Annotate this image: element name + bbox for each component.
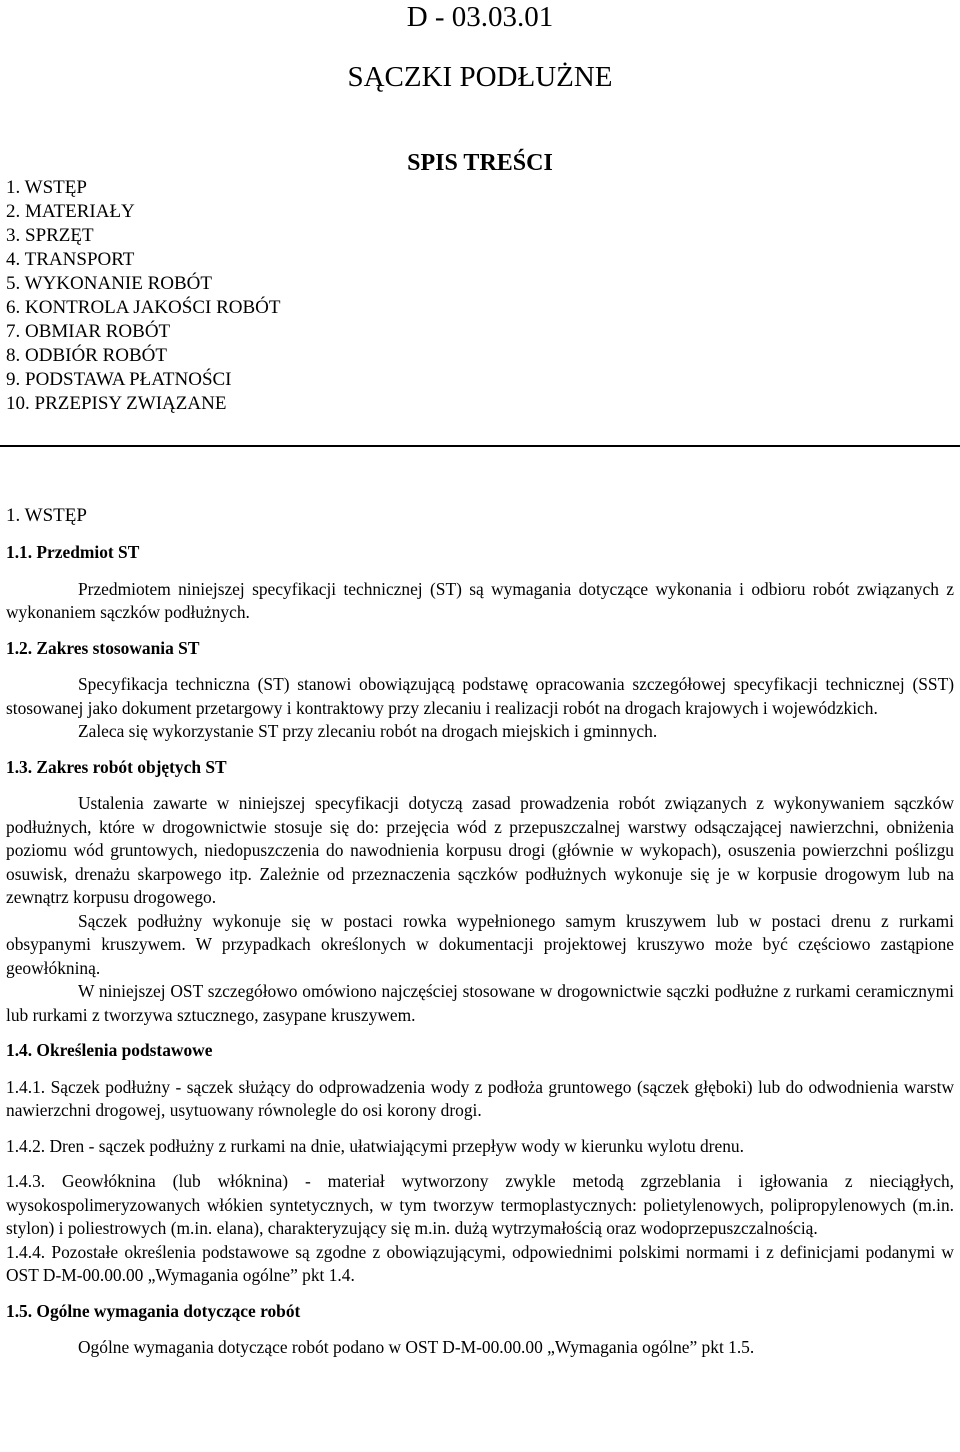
section-1-3-paragraph-2: Sączek podłużny wykonuje się w postaci rowka wypełnionego samym kruszywem lub w postaci drenu z rurkami obsypanymi kruszywem. W przypadkach określonych w dokumentacji projektowej kruszywo może być częściowo zastąpione geowłókniną. [6,910,954,978]
table-of-contents [6,176,280,416]
section-1-2-heading: 1.2. Zakres stosowania ST [6,637,200,658]
section-1-1-paragraph: Przedmiotem niniejszej specyfikacji technicznej (ST) są wymagania dotyczące wykonania i odbioru robót związanych z wykonaniem sączków podłużnych. [6,578,954,622]
toc-item-7[interactable]: 7. OBMIAR ROBÓT [6,321,171,342]
document-title: SĄCZKI PODŁUŻNE [347,61,613,93]
definition-number: 1.4.4. [6,1241,46,1262]
definition-text: Geowłóknina (lub włóknina) - materiał wytworzony zwykle metodą zgrzeblania i igłowania z nieciągłych, wysokospolimeryzowanych włókien syntetycznych, w tym tworzyw termoplastycznych: polietylenowych, polipropylenowych (m.in. stylon) i poliestrowych (m.in. elana), charakteryzujący się m.in. dużą wytrzymałością oraz wodoprzepuszczalnością. [6,1171,954,1238]
section-1-3-paragraph-3: W niniejszej OST szczegółowo omówiono najczęściej stosowane w drogownictwie sączki podłużne z rurkami ceramicznymi lub rurkami z tworzywa sztucznego, zasypane kruszywem. [6,981,954,1025]
document-code: D - 03.03.01 [406,1,554,33]
horizontal-divider [0,445,960,447]
section-1-2-paragraph-1: Specyfikacja techniczna (ST) stanowi obowiązującą podstawę opracowania szczegółowej specyfikacji technicznej (SST) stosowanej jako dokument przetargowy i kontraktowy przy zlecaniu i realizacji robót na drogach krajowych i wojewódzkich. [6,674,954,718]
definition-1-4-1 [6,1076,954,1123]
definition-1-4-2 [6,1135,954,1159]
definition-text: Dren - sączek podłużny z rurkami na dnie, ułatwiającymi przepływ wody w kierunku wylotu drenu. [45,1135,744,1156]
section-1-4-heading: 1.4. Określenia podstawowe [6,1040,213,1060]
toc-item-4[interactable]: 4. TRANSPORT [6,249,135,270]
toc-heading: SPIS TREŚCI [407,150,553,176]
definition-1-4-3 [6,1170,954,1241]
section-1-2-paragraph-2: Zaleca się wykorzystanie ST przy zlecaniu robót na drogach miejskich i gminnych. [78,721,658,741]
section-1-1-heading: 1.1. Przedmiot ST [6,542,140,562]
toc-item-8[interactable]: 8. ODBIÓR ROBÓT [6,345,167,366]
section-1-heading: 1. WSTĘP [6,505,87,526]
toc-item-10[interactable]: 10. PRZEPISY ZWIĄZANE [6,393,227,414]
section-1-3-heading: 1.3. Zakres robót objętych ST [6,756,227,777]
toc-item-1[interactable]: 1. WSTĘP [6,177,87,198]
definition-number: 1.4.1. [6,1076,46,1097]
toc-item-6[interactable]: 6. KONTROLA JAKOŚCI ROBÓT [6,297,281,318]
definition-text: Pozostałe określenia podstawowe są zgodne z obowiązującymi, odpowiednimi polskimi normami i z definicjami podanymi w OST D-M-00.00.00 „Wymagania ogólne” pkt 1.4. [6,1241,954,1285]
definition-1-4-4 [6,1241,954,1288]
toc-item-5[interactable]: 5. WYKONANIE ROBÓT [6,273,212,294]
toc-item-3[interactable]: 3. SPRZĘT [6,225,94,246]
section-1-5-heading: 1.5. Ogólne wymagania dotyczące robót [6,1300,301,1321]
definition-number: 1.4.3. [6,1171,46,1191]
document-body [6,503,954,1360]
toc-item-9[interactable]: 9. PODSTAWA PŁATNOŚCI [6,369,232,390]
section-1-5-paragraph: Ogólne wymagania dotyczące robót podano w OST D-M-00.00.00 „Wymagania ogólne” pkt 1.5. [78,1337,755,1357]
toc-item-2[interactable]: 2. MATERIAŁY [6,201,135,222]
definition-number: 1.4.2. [6,1135,46,1156]
definition-text: Sączek podłużny - sączek służący do odprowadzenia wody z podłoża gruntowego (sączek głęboki) lub do odwodnienia warstw nawierzchni drogowej, usytuowany równolegle do osi korony drogi. [6,1076,954,1120]
section-1-3-paragraph-1: Ustalenia zawarte w niniejszej specyfikacji dotyczą zasad prowadzenia robót związanych z wykonywaniem sączków podłużnych, które w drogownictwie stosuje się do: przejęcia wód z przepuszczalnej warstwy odsączającej nawierzchni, obniżenia poziomu wód gruntowych, niedopuszczenia do nawodnienia korpusu drogi (głównie w wykopach), osuszenia powierzchni poślizgu osuwisk, drenażu skarpowego itp. Zależnie od przeznaczenia sączków podłużnych wykonuje się je w korpusie drogowym lub na zewnątrz korpusu drogowego. [6,793,954,907]
